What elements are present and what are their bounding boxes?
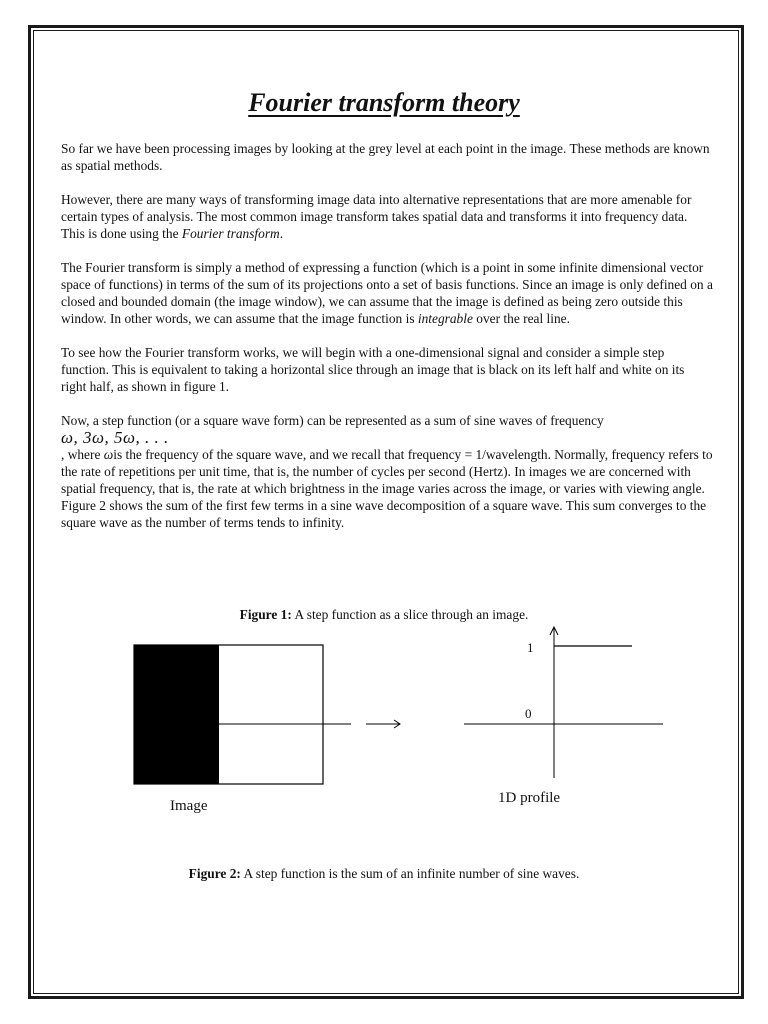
paragraph-2 <box>61 191 713 242</box>
paragraph-2-end: . <box>279 226 284 241</box>
paragraph-3-end: over the real line. <box>472 311 570 326</box>
figure-1-caption <box>0 607 768 623</box>
omega-symbol: ω <box>103 447 114 462</box>
paragraph-3 <box>61 259 713 327</box>
fourier-transform-term: Fourier transform <box>181 226 280 241</box>
profile-label: 1D profile <box>498 790 561 806</box>
profile-tick-zero: 0 <box>525 706 532 721</box>
figure-1-caption-label: Figure 1: <box>239 607 292 622</box>
paragraph-1 <box>61 140 713 174</box>
figure-2-caption-text: A step function is the sum of an infinite number of sine waves. <box>240 866 580 881</box>
figure-1-caption-text: A step function as a slice through an image. <box>291 607 529 622</box>
integrable-term: integrable <box>417 311 473 326</box>
omega-series-formula: ω, 3ω, 5ω, . . . <box>61 428 169 447</box>
paragraph-2-text: However, there are many ways of transforming image data into alternative representations that are more amenable for certain types of analysis. The most common image transform takes spatial data and transforms it into frequency data. This is done using the <box>61 192 692 241</box>
page-title: Fourier transform theory <box>248 88 520 117</box>
paragraph-5-text: Now, a step function (or a square wave form) can be represented as a sum of sine waves of frequency <box>61 413 604 428</box>
paragraph-3-text: The Fourier transform is simply a method of expressing a function (which is a point in some infinite dimensional vector space of functions) in terms of the sum of its projections onto a set of basis functions. Since an image is only defined on a closed and bounded domain (the image window), we can assume that the image is defined as being zero outside this window. In other words, we can assume that the image function is <box>61 260 713 326</box>
paragraph-4-text: To see how the Fourier transform works, we will begin with a one-dimensional signal and consider a simple step function. This is equivalent to taking a horizontal slice through an image that is black on its left half and white on its right half, as shown in figure 1. <box>61 345 685 394</box>
paragraph-1-text: So far we have been processing images by looking at the grey level at each point in the image. These methods are known as spatial methods. <box>61 141 710 173</box>
profile-tick-one: 1 <box>527 640 534 655</box>
body-text <box>61 140 713 548</box>
paragraph-4 <box>61 344 713 395</box>
figure-2-caption <box>0 866 768 882</box>
paragraph-5-text-end: is the frequency of the square wave, and we recall that frequency = 1/wavelength. Normally, frequency refers to the rate of repetitions per unit time, that is, the number of cycles per second (Hertz). In images we are concerned with spatial frequency, that is, the rate at which brightness in the image varies across the image, or varies with viewing angle. Figure 2 shows the sum of the first few terms in a sine wave decomposition of a square wave. This sum converges to the square wave as the number of terms tends to infinity. <box>61 447 713 530</box>
image-label: Image <box>170 798 208 814</box>
paragraph-5-where: , where <box>61 447 104 462</box>
figure-2-caption-label: Figure 2: <box>188 866 241 881</box>
paragraph-5 <box>61 412 713 531</box>
